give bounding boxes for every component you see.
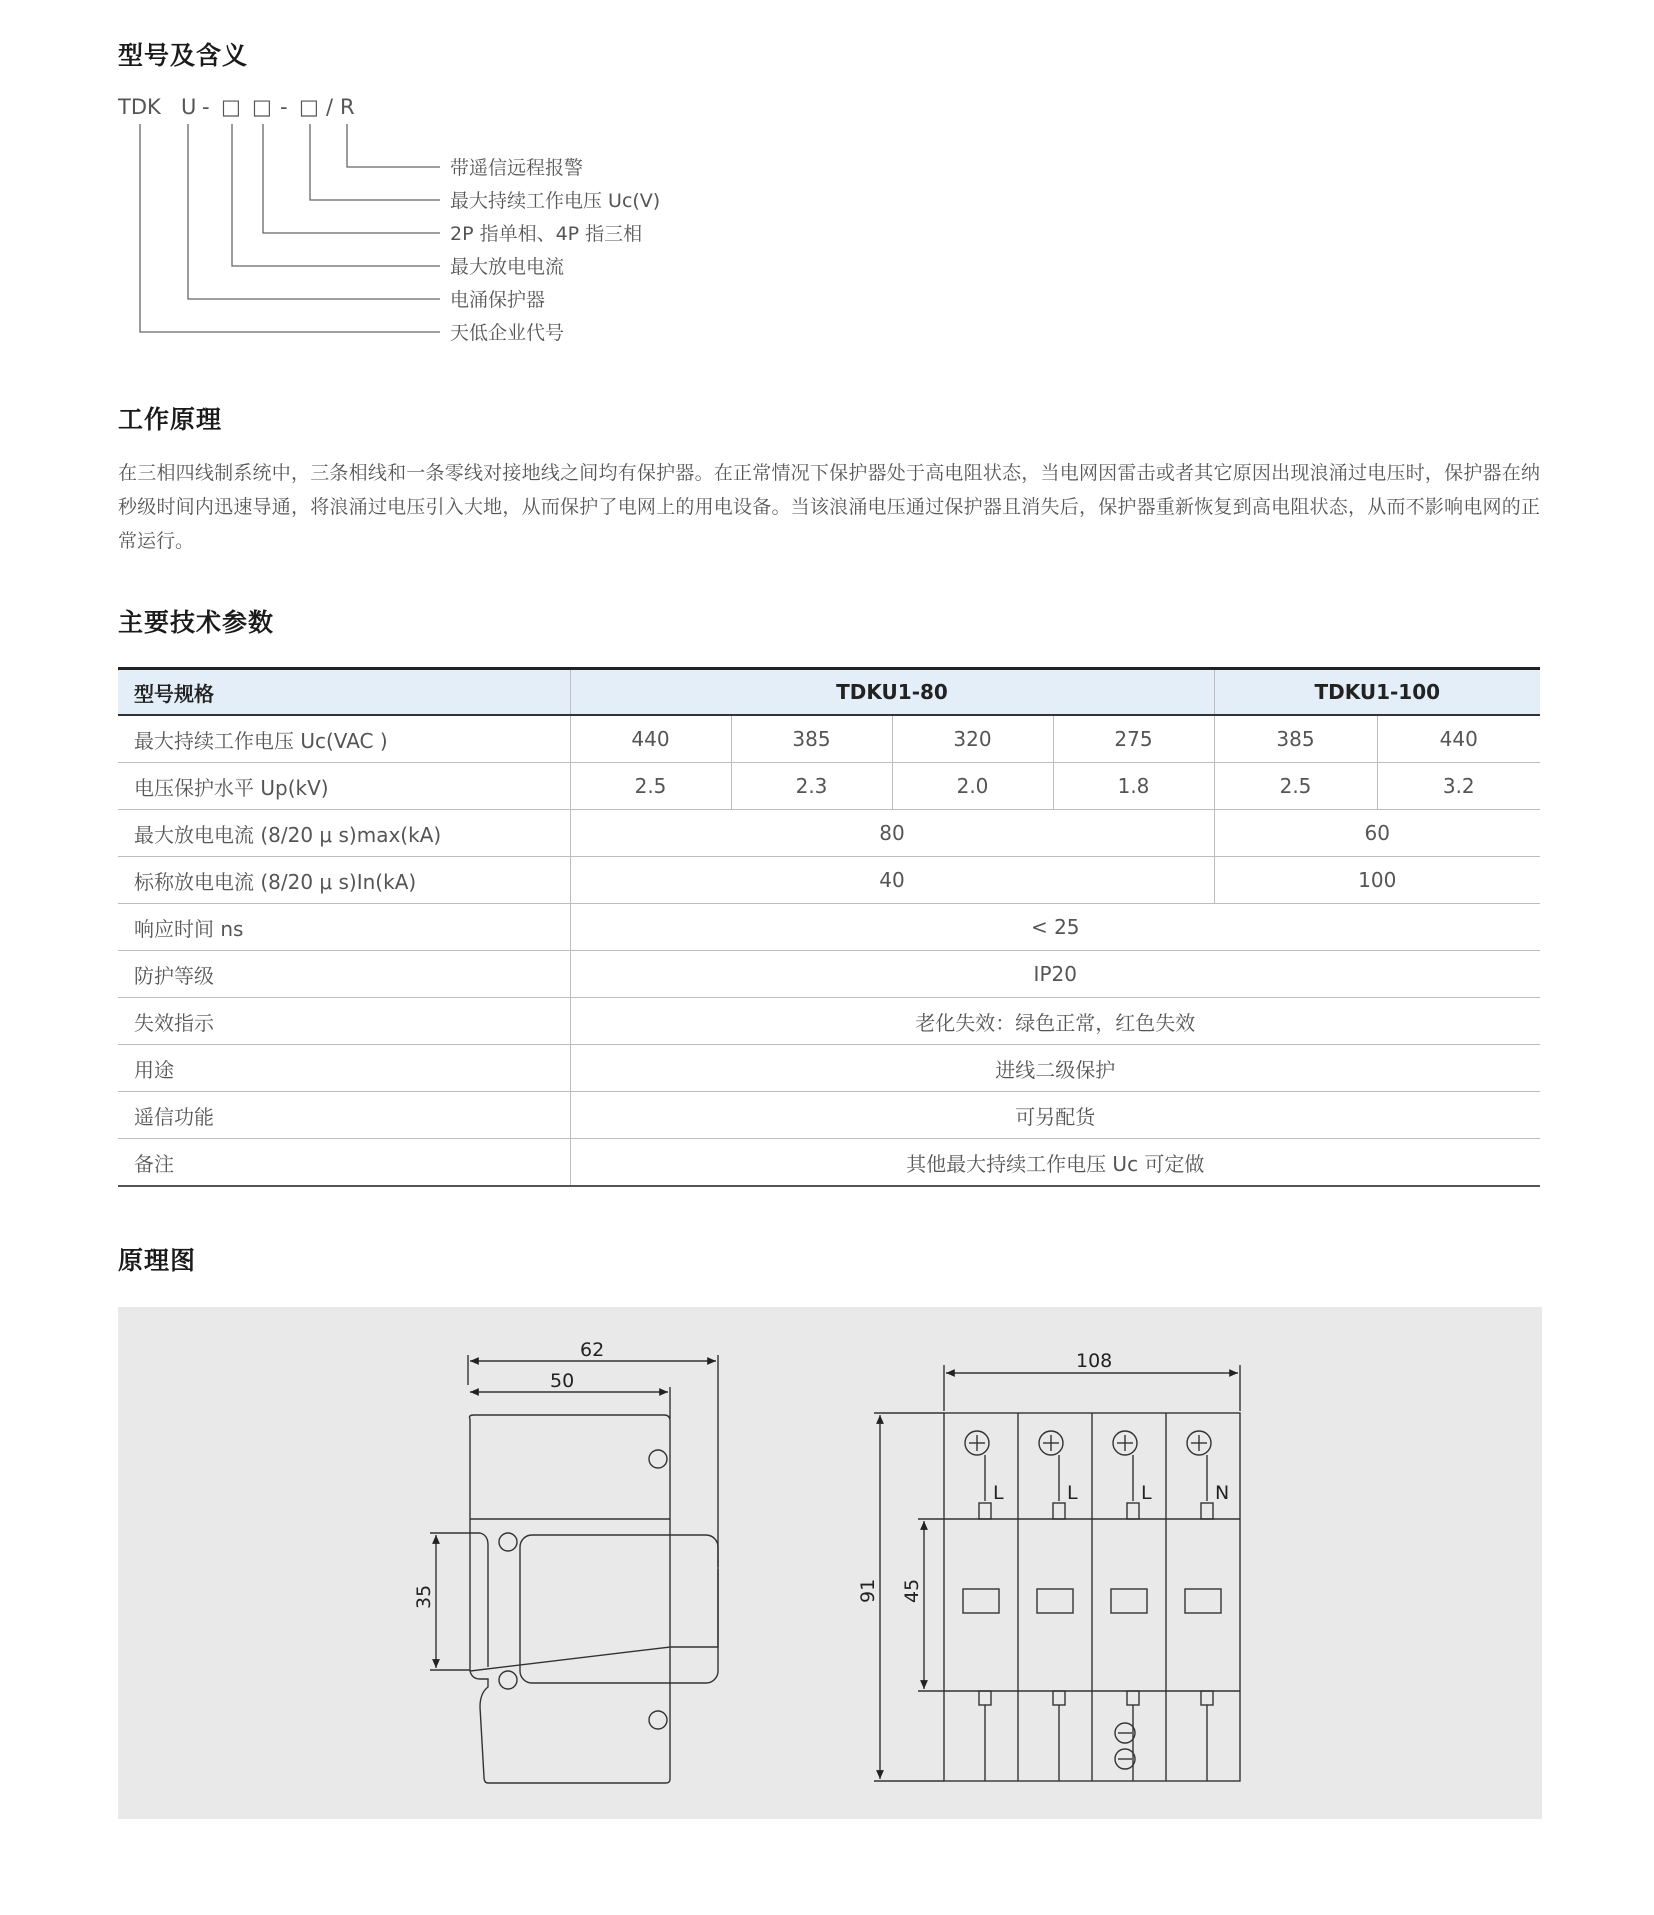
- terminal-clamp: [1053, 1503, 1065, 1519]
- table-cell: 2.5: [570, 763, 731, 810]
- row-label: 最大持续工作电压 Uc(VAC ): [118, 715, 570, 763]
- meaning-company-code: 天低企业代号: [450, 322, 565, 344]
- connector-line-box3: [310, 124, 440, 200]
- diagram-panel: [118, 1307, 1542, 1819]
- table-cell: 进线二级保护: [570, 1045, 1540, 1092]
- connector-line-u: [188, 124, 440, 299]
- model-code-diagram: [100, 90, 720, 360]
- table-cell: 3.2: [1377, 763, 1540, 810]
- table-cell: 440: [1377, 715, 1540, 763]
- status-window: [963, 1589, 999, 1613]
- status-window: [1185, 1589, 1221, 1613]
- side-view-drawing: [430, 1355, 718, 1783]
- table-row: [118, 998, 1540, 1045]
- terminal-clamp: [1127, 1503, 1139, 1519]
- code-part-slash: /: [326, 95, 334, 119]
- code-part-dash1: -: [202, 95, 210, 119]
- table-row: [118, 810, 1540, 857]
- table-cell: 385: [731, 715, 892, 763]
- dim-side-50: 50: [550, 1370, 575, 1392]
- table-row: [118, 1092, 1540, 1139]
- table-row: [118, 1045, 1540, 1092]
- dim-side-35: 35: [413, 1584, 435, 1609]
- bottom-terminal: [1127, 1691, 1139, 1705]
- table-cell: 100: [1214, 857, 1540, 904]
- table-cell: 2.3: [731, 763, 892, 810]
- status-window: [1037, 1589, 1073, 1613]
- table-cell: 80: [570, 810, 1214, 857]
- bottom-terminal: [1201, 1691, 1213, 1705]
- spec-table: [118, 667, 1540, 1187]
- connector-line-tdk: [140, 124, 440, 332]
- header-model-spec: 型号规格: [118, 669, 570, 716]
- code-part-box3: □: [299, 95, 319, 119]
- table-cell: 60: [1214, 810, 1540, 857]
- table-row: [118, 951, 1540, 998]
- principle-paragraph: 在三相四线制系统中，三条相线和一条零线对接地线之间均有保护器。在正常情况下保护器处于高电阻状态，当电网因雷击或者其它原因出现浪涌过电压时，保护器在纳秒级时间内迅速导通，将浪涌过电压引入大地，从而保护了电网上的用电设备。当该浪涌电压通过保护器且消失后，保护器重新恢复到高电阻状态，从而不影响电网的正常运行。: [118, 462, 1540, 552]
- table-cell: 40: [570, 857, 1214, 904]
- table-cell: IP20: [570, 951, 1540, 998]
- table-cell: 275: [1053, 715, 1214, 763]
- row-label: 标称放电电流 (8/20 μ s)In(kA): [118, 857, 570, 904]
- table-cell: 385: [1214, 715, 1377, 763]
- table-row: [118, 857, 1540, 904]
- code-part-box1: □: [221, 95, 241, 119]
- dim-side-62: 62: [580, 1339, 605, 1361]
- table-row: [118, 763, 1540, 810]
- table-cell: 320: [892, 715, 1053, 763]
- table-cell: 其他最大持续工作电压 Uc 可定做: [570, 1139, 1540, 1187]
- status-window: [1111, 1589, 1147, 1613]
- table-row: [118, 1139, 1540, 1187]
- row-label: 电压保护水平 Up(kV): [118, 763, 570, 810]
- table-cell: 2.0: [892, 763, 1053, 810]
- meaning-poles: 2P 指单相、4P 指三相: [450, 223, 643, 245]
- table-cell: 2.5: [1214, 763, 1377, 810]
- table-cell: 440: [570, 715, 731, 763]
- header-model-a: TDKU1-80: [570, 669, 1214, 716]
- connector-line-box2: [263, 124, 440, 233]
- row-label: 最大放电电流 (8/20 μ s)max(kA): [118, 810, 570, 857]
- table-row: [118, 904, 1540, 951]
- connector-line-r: [347, 124, 440, 167]
- code-part-u: U: [181, 95, 197, 119]
- dimension-drawing: [118, 1307, 1542, 1819]
- row-label: 失效指示: [118, 998, 570, 1045]
- row-label: 用途: [118, 1045, 570, 1092]
- row-label: 防护等级: [118, 951, 570, 998]
- meaning-max-voltage: 最大持续工作电压 Uc(V): [450, 190, 661, 212]
- row-label: 备注: [118, 1139, 570, 1187]
- table-header-row: [118, 669, 1540, 716]
- terminal-clamp: [979, 1503, 991, 1519]
- pole-label: L: [1067, 1482, 1078, 1504]
- code-part-tdk: TDK: [118, 95, 161, 119]
- meaning-remote-alarm: 带遥信远程报警: [450, 157, 584, 179]
- terminal-clamp: [1201, 1503, 1213, 1519]
- header-model-b: TDKU1-100: [1214, 669, 1540, 716]
- section-title-model: 型号及含义: [118, 41, 249, 70]
- bottom-terminal: [979, 1691, 991, 1705]
- front-view-drawing: [874, 1365, 1240, 1781]
- row-label: 遥信功能: [118, 1092, 570, 1139]
- dim-front-91: 91: [857, 1578, 879, 1603]
- dim-front-108: 108: [1076, 1350, 1113, 1372]
- meaning-max-discharge: 最大放电电流: [450, 256, 565, 278]
- table-cell: 1.8: [1053, 763, 1214, 810]
- row-label: 响应时间 ns: [118, 904, 570, 951]
- table-cell: 老化失效：绿色正常，红色失效: [570, 998, 1540, 1045]
- section-title-diagram: 原理图: [118, 1246, 197, 1275]
- section-title-specs: 主要技术参数: [118, 608, 275, 637]
- table-cell: < 25: [570, 904, 1540, 951]
- pole-label: N: [1215, 1482, 1230, 1504]
- meaning-spd: 电涌保护器: [450, 289, 546, 311]
- dim-front-45: 45: [901, 1578, 923, 1603]
- section-title-principle: 工作原理: [118, 405, 223, 434]
- code-part-box2: □: [252, 95, 272, 119]
- code-part-r: R: [340, 95, 355, 119]
- bottom-terminal: [1053, 1691, 1065, 1705]
- pole-label: L: [1141, 1482, 1152, 1504]
- table-row: [118, 715, 1540, 763]
- code-part-dash2: -: [280, 95, 288, 119]
- table-cell: 可另配货: [570, 1092, 1540, 1139]
- pole-label: L: [993, 1482, 1004, 1504]
